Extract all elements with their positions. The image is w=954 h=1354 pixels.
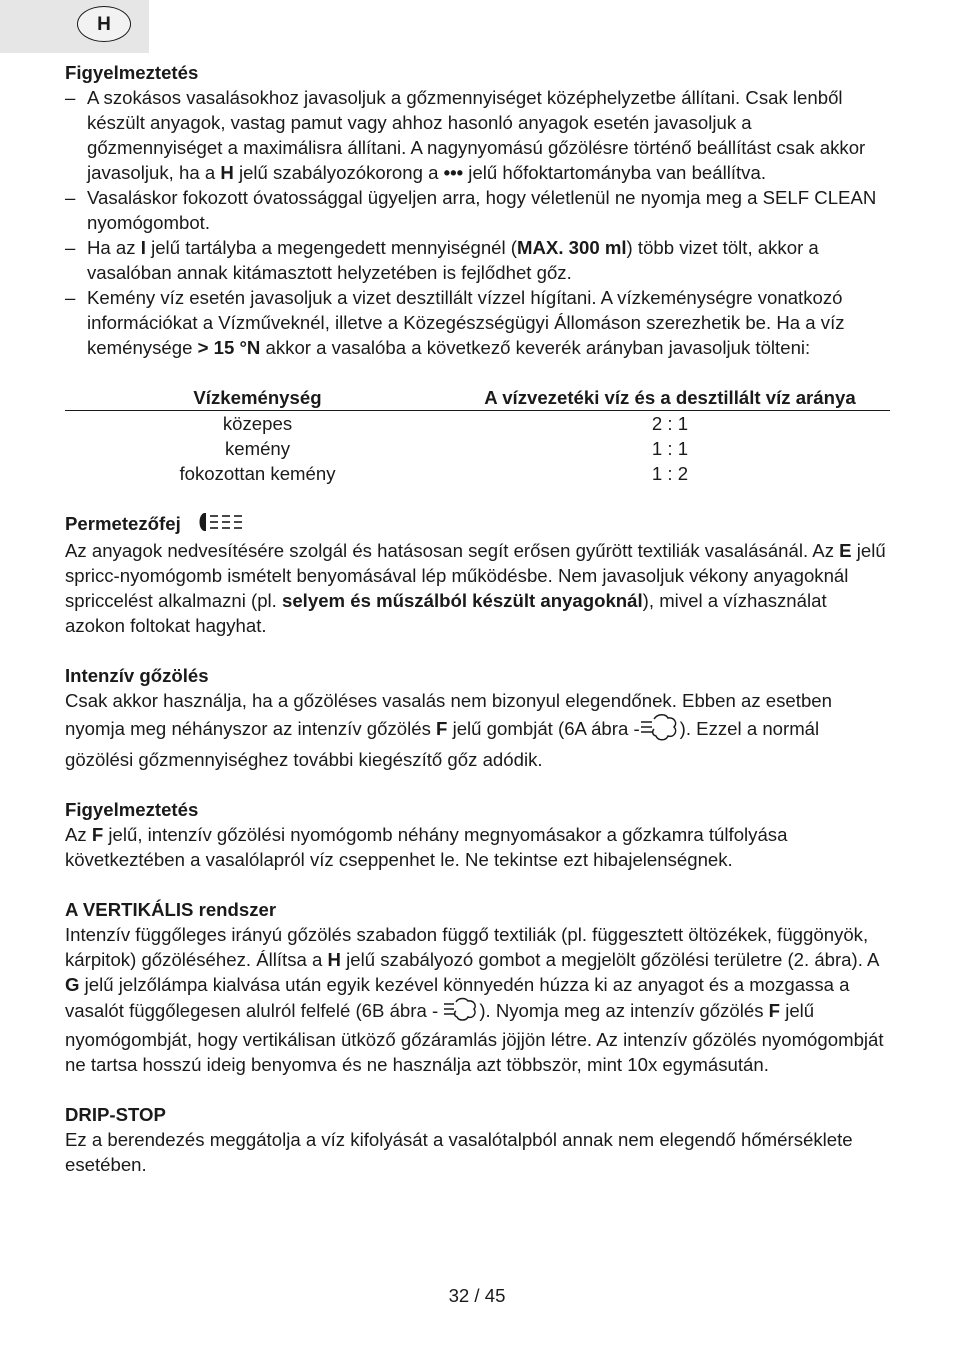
vertical-system-title: A VERTIKÁLIS rendszer: [65, 899, 277, 921]
drip-stop-title: DRIP-STOP: [65, 1104, 166, 1126]
table-row: kemény 1 : 1: [224, 438, 689, 459]
warning-list: [65, 85, 891, 360]
warning-item-4: – Kemény víz esetén javasoljuk a vizet desztillált vízzel hígítani. A vízkeménységre vonatkozó információkat a Vízműveknél, illetve a Közegészségügyi Állomáson szerezhetik be. Ha a víz keménysége > 15 °N akkor a vasalóba a következő keverék arányban javasoljuk tölteni:: [65, 285, 891, 360]
warning-text-2: Az F jelű, intenzív gőzölési nyomógomb néhány megnyomásakor a gőzkamra túlfolyása következtében a vasalólapról víz cseppenhet le. Ne tekintse ezt hibajelenségnek.: [65, 824, 788, 871]
drip-stop-text: Ez a berendezés meggátolja a víz kifolyását a vasalótalpból annak nem elegendő hőmérséklete esetében.: [65, 1129, 853, 1176]
warning-item-1: – A szokásos vasalásokhoz javasoljuk a gőzmennyiséget középhelyzetbe állítani. Csak lenből készült anyagok, vastag pamut vagy ahhoz hasonló anyagok esetén javasoljuk a gőzmennyiséget a maximálisra állítani. A nagynyomású gőzölésre történő beállítást csak akkor javasoljuk, ha a H jelű szabályozókorong a ••• jelű hőfoktartományba van beállítva.: [65, 85, 891, 185]
table-header-hardness: Vízkeménység: [65, 385, 450, 411]
table-row: közepes 2 : 1: [222, 413, 689, 434]
spray-icon: [196, 512, 250, 538]
page-content: [65, 60, 891, 1177]
page-number: 32 / 45: [448, 1285, 506, 1306]
vertical-system-text: Intenzív függőleges irányú gőzölés szabadon függő textiliák (pl. függesztett öltözékek, függönyök, kárpitok) gőzöléséhez. Állítsa a H jelű szabályozó gombot a megjelölt gőzölési területre (2. ábra). A G jelű jelzőlámpa kialvása után egyik kezével könnyedén húzza ki az anyagot és a mozgassa a vasalót függőlegesen alulról felfelé (6B ábra - ). Nyomja meg az intenzív gőzölés F jelű nyomógombját, hogy vertikálisan ütköző gőzáramlás jöjjön létre. Az intenzív gőzölés nyomógombját ne tartsa hosszú ideig benyomva és ne használja azt többször, mint 10x egymásután.: [65, 924, 884, 1076]
water-hardness-table: [65, 385, 890, 486]
intensive-steam-text: Csak akkor használja, ha a gőzöléses vasalás nem bizonyul elegendőnek. Ebben az esetben nyomja meg néhányszor az intenzív gőzölés F jelű gombját (6A ábra - ). Ezzel a normál gözölési gőzmennyiséghez további kiegészítő gőz adódik.: [65, 690, 832, 771]
warning-title-2: Figyelmeztetés: [65, 799, 199, 821]
warning-item-3: – Ha az I jelű tartályba a megengedett mennyiségnél (MAX. 300 ml) több vizet tölt, akkor a vasalóban annak kitámasztott helyzetében is fejlődhet gőz.: [65, 235, 891, 285]
language-tab: [0, 0, 149, 53]
steam-burst-icon: [640, 713, 680, 747]
warning-title-1: Figyelmeztetés: [65, 62, 199, 83]
intensive-steam-title: Intenzív gőzölés: [65, 665, 209, 687]
vertical-steam-icon: [443, 997, 479, 1027]
table-row: fokozottan kemény 1 : 2: [179, 463, 689, 484]
spray-text: Az anyagok nedvesítésére szolgál és hatásosan segít erősen gyűrött textiliák vasalásánál. Az E jelű spricc-nyomógomb ismételt benyomásával lép működésbe. Nem javasoljuk vékony anyagoknál spriccelést alkalmazni (pl. selyem és műszálból készült anyagoknál), mivel a vízhasználat azokon foltokat hagyhat.: [65, 540, 886, 637]
spray-title: Permetezőfej: [65, 511, 891, 538]
table-header-ratio: A vízvezetéki víz és a desztillált víz aránya: [450, 385, 890, 411]
warning-item-2: – Vasaláskor fokozott óvatossággal ügyeljen arra, hogy véletlenül ne nyomja meg a SELF CLEAN nyomógombot.: [65, 185, 891, 235]
language-badge: H: [77, 6, 131, 42]
